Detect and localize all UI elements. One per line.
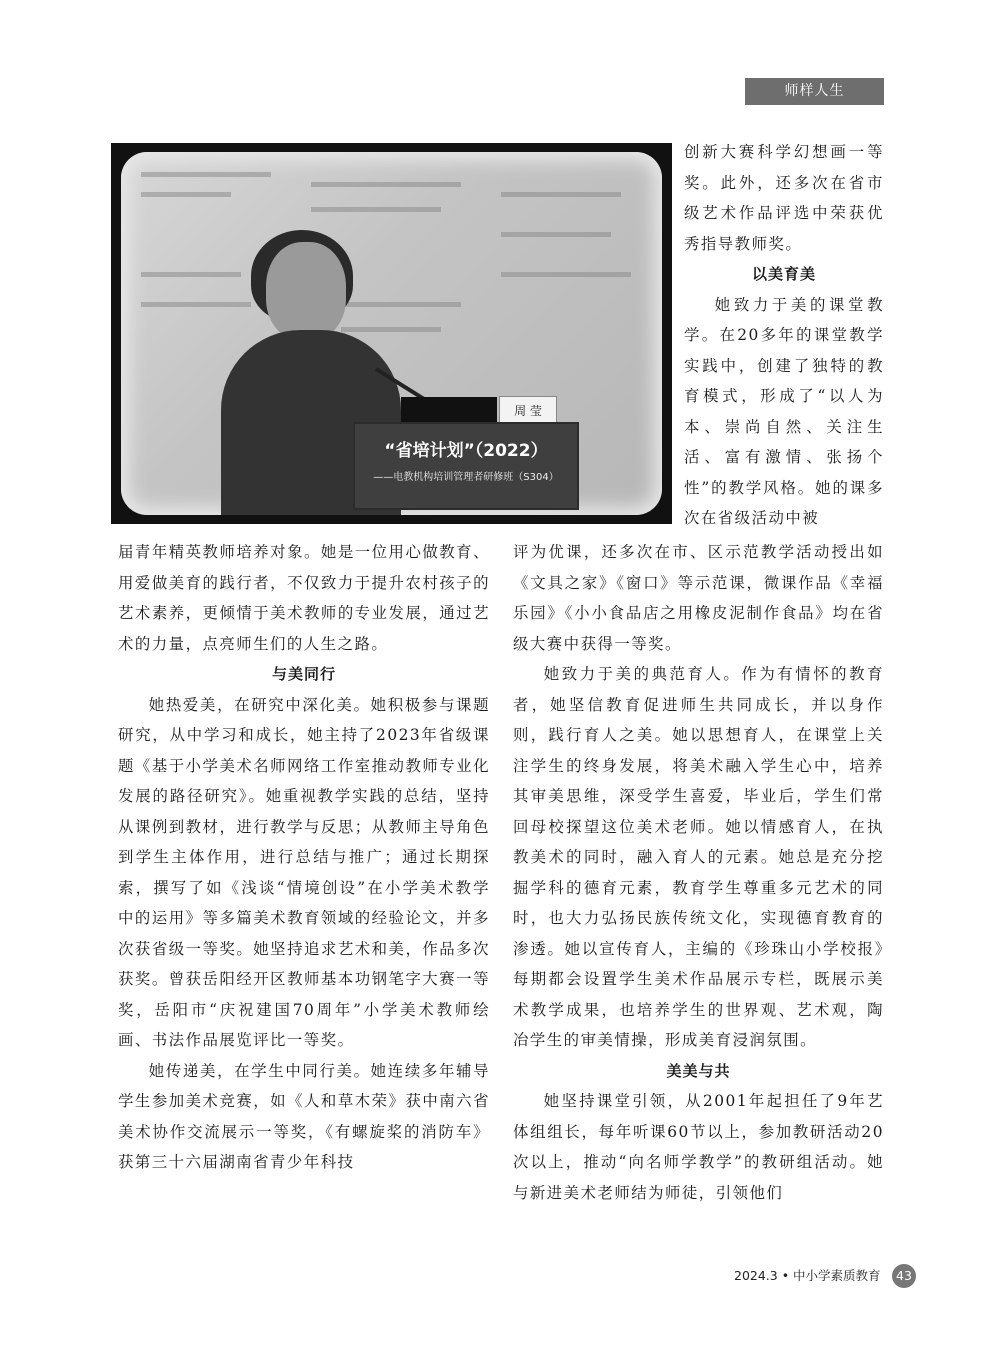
page-number: 43	[892, 1264, 916, 1288]
screen-text-line	[501, 192, 621, 197]
paragraph: 她致力于美的课堂教学。在20多年的课堂教学实践中，创建了独特的教育模式，形成了“以人为本、崇尚自然、关注生活、富有激情、张扬个性”的教学风格。她的课多次在省级活动中被	[684, 295, 884, 527]
right-bottom-column	[513, 537, 884, 1208]
section-label: 师样人生	[745, 78, 884, 105]
speaker-face	[266, 242, 346, 340]
section-heading: 美美与共	[666, 1061, 731, 1080]
screen-text-line	[141, 192, 231, 197]
nameplate: 周 莹	[499, 396, 557, 426]
paragraph: 她坚持课堂引领，从2001年起担任了9年艺体组组长，每年听课60节以上，参加教研活动20次以上，推动“向名师学教学”的教研组活动。她与新进美术老师结为师徒，引领他们	[513, 1092, 884, 1202]
paragraph: 她致力于美的典范育人。作为有情怀的教育者，她坚信教育促进师生共同成长，并以身作则，践行育人之美。她以思想育人，在课堂上关注学生的终身发展，将美术融入学生心中，培养其审美思维，深受学生喜爱，毕业后，学生们常回母校探望这位美术老师。她以情感育人，在执教美术的同时，融入育人的元素。她总是充分挖掘学科的德育元素，教育学生尊重多元艺术的同时，也大力弘扬民族传统文化，实现德育教育的渗透。她以宣传育人，主编的《珍珠山小学校报》每期都会设置学生美术作品展示专栏，既展示美术教学成果，也培养学生的世界观、艺术观，陶冶学生的审美情操，形成美育浸润氛围。	[513, 665, 884, 1049]
podium	[353, 422, 579, 510]
left-column	[118, 537, 490, 1178]
paragraph: 她传递美，在学生中同行美。她连续多年辅导学生参加美术竞赛，如《人和草木荣》获中南六省美术协作交流展示一等奖，《有螺旋桨的消防车》获第三十六届湖南省青少年科技	[118, 1061, 490, 1171]
paragraph: 创新大赛科学幻想画一等奖。此外，还多次在省市级艺术作品评选中荣获优秀指导教师奖。	[684, 143, 884, 253]
photo-scene	[121, 152, 662, 515]
section-heading: 以美育美	[751, 265, 816, 283]
screen-text-line	[341, 327, 441, 332]
screen-text-line	[341, 302, 461, 307]
screen-text-line	[141, 272, 241, 277]
event-photo	[111, 143, 672, 524]
screen-text-line	[141, 302, 251, 307]
section-heading: 与美同行	[271, 665, 336, 683]
screen-text-line	[501, 272, 631, 277]
screen-text-line	[311, 207, 441, 212]
podium-subtitle: ——电教机构培训管理者研修班（S304）	[373, 472, 559, 483]
journal-issue: 2024.3 • 中小学素质教育	[734, 1268, 881, 1283]
screen-text-line	[311, 182, 461, 187]
screen-text-line	[501, 232, 611, 237]
right-top-column	[684, 137, 884, 534]
paragraph: 届青年精英教师培养对象。她是一位用心做教育、用爱做美育的践行者，不仅致力于提升农村孩子的艺术素养，更倾情于美术教师的专业发展，通过艺术的力量，点亮师生们的人生之路。	[118, 543, 490, 653]
screen-text-line	[141, 172, 271, 177]
podium-title: “省培计划”（2022）	[384, 441, 548, 461]
paragraph: 评为优课，还多次在市、区示范教学活动授出如《文具之家》《窗口》等示范课，微课作品《幸福乐园》《小小食品店之用橡皮泥制作食品》均在省级大赛中获得一等奖。	[513, 543, 884, 653]
paragraph: 她热爱美，在研究中深化美。她积极参与课题研究，从中学习和成长，她主持了2023年省级课题《基于小学美术名师网络工作室推动教师专业化发展的路径研究》。她重视教学实践的总结，坚持从课例到教材，进行教学与反思；从教师主导角色到学生主体作用，进行总结与推广；通过长期探索，撰写了如《浅谈“情境创设”在小学美术教学中的运用》等多篇美术教育领域的经验论文，并多次获省级一等奖。她坚持追求艺术和美，作品多次获奖。曾获岳阳经开区教师基本功钢笔字大赛一等奖，岳阳市“庆祝建国70周年”小学美术教师绘画、书法作品展览评比一等奖。	[118, 695, 490, 1049]
